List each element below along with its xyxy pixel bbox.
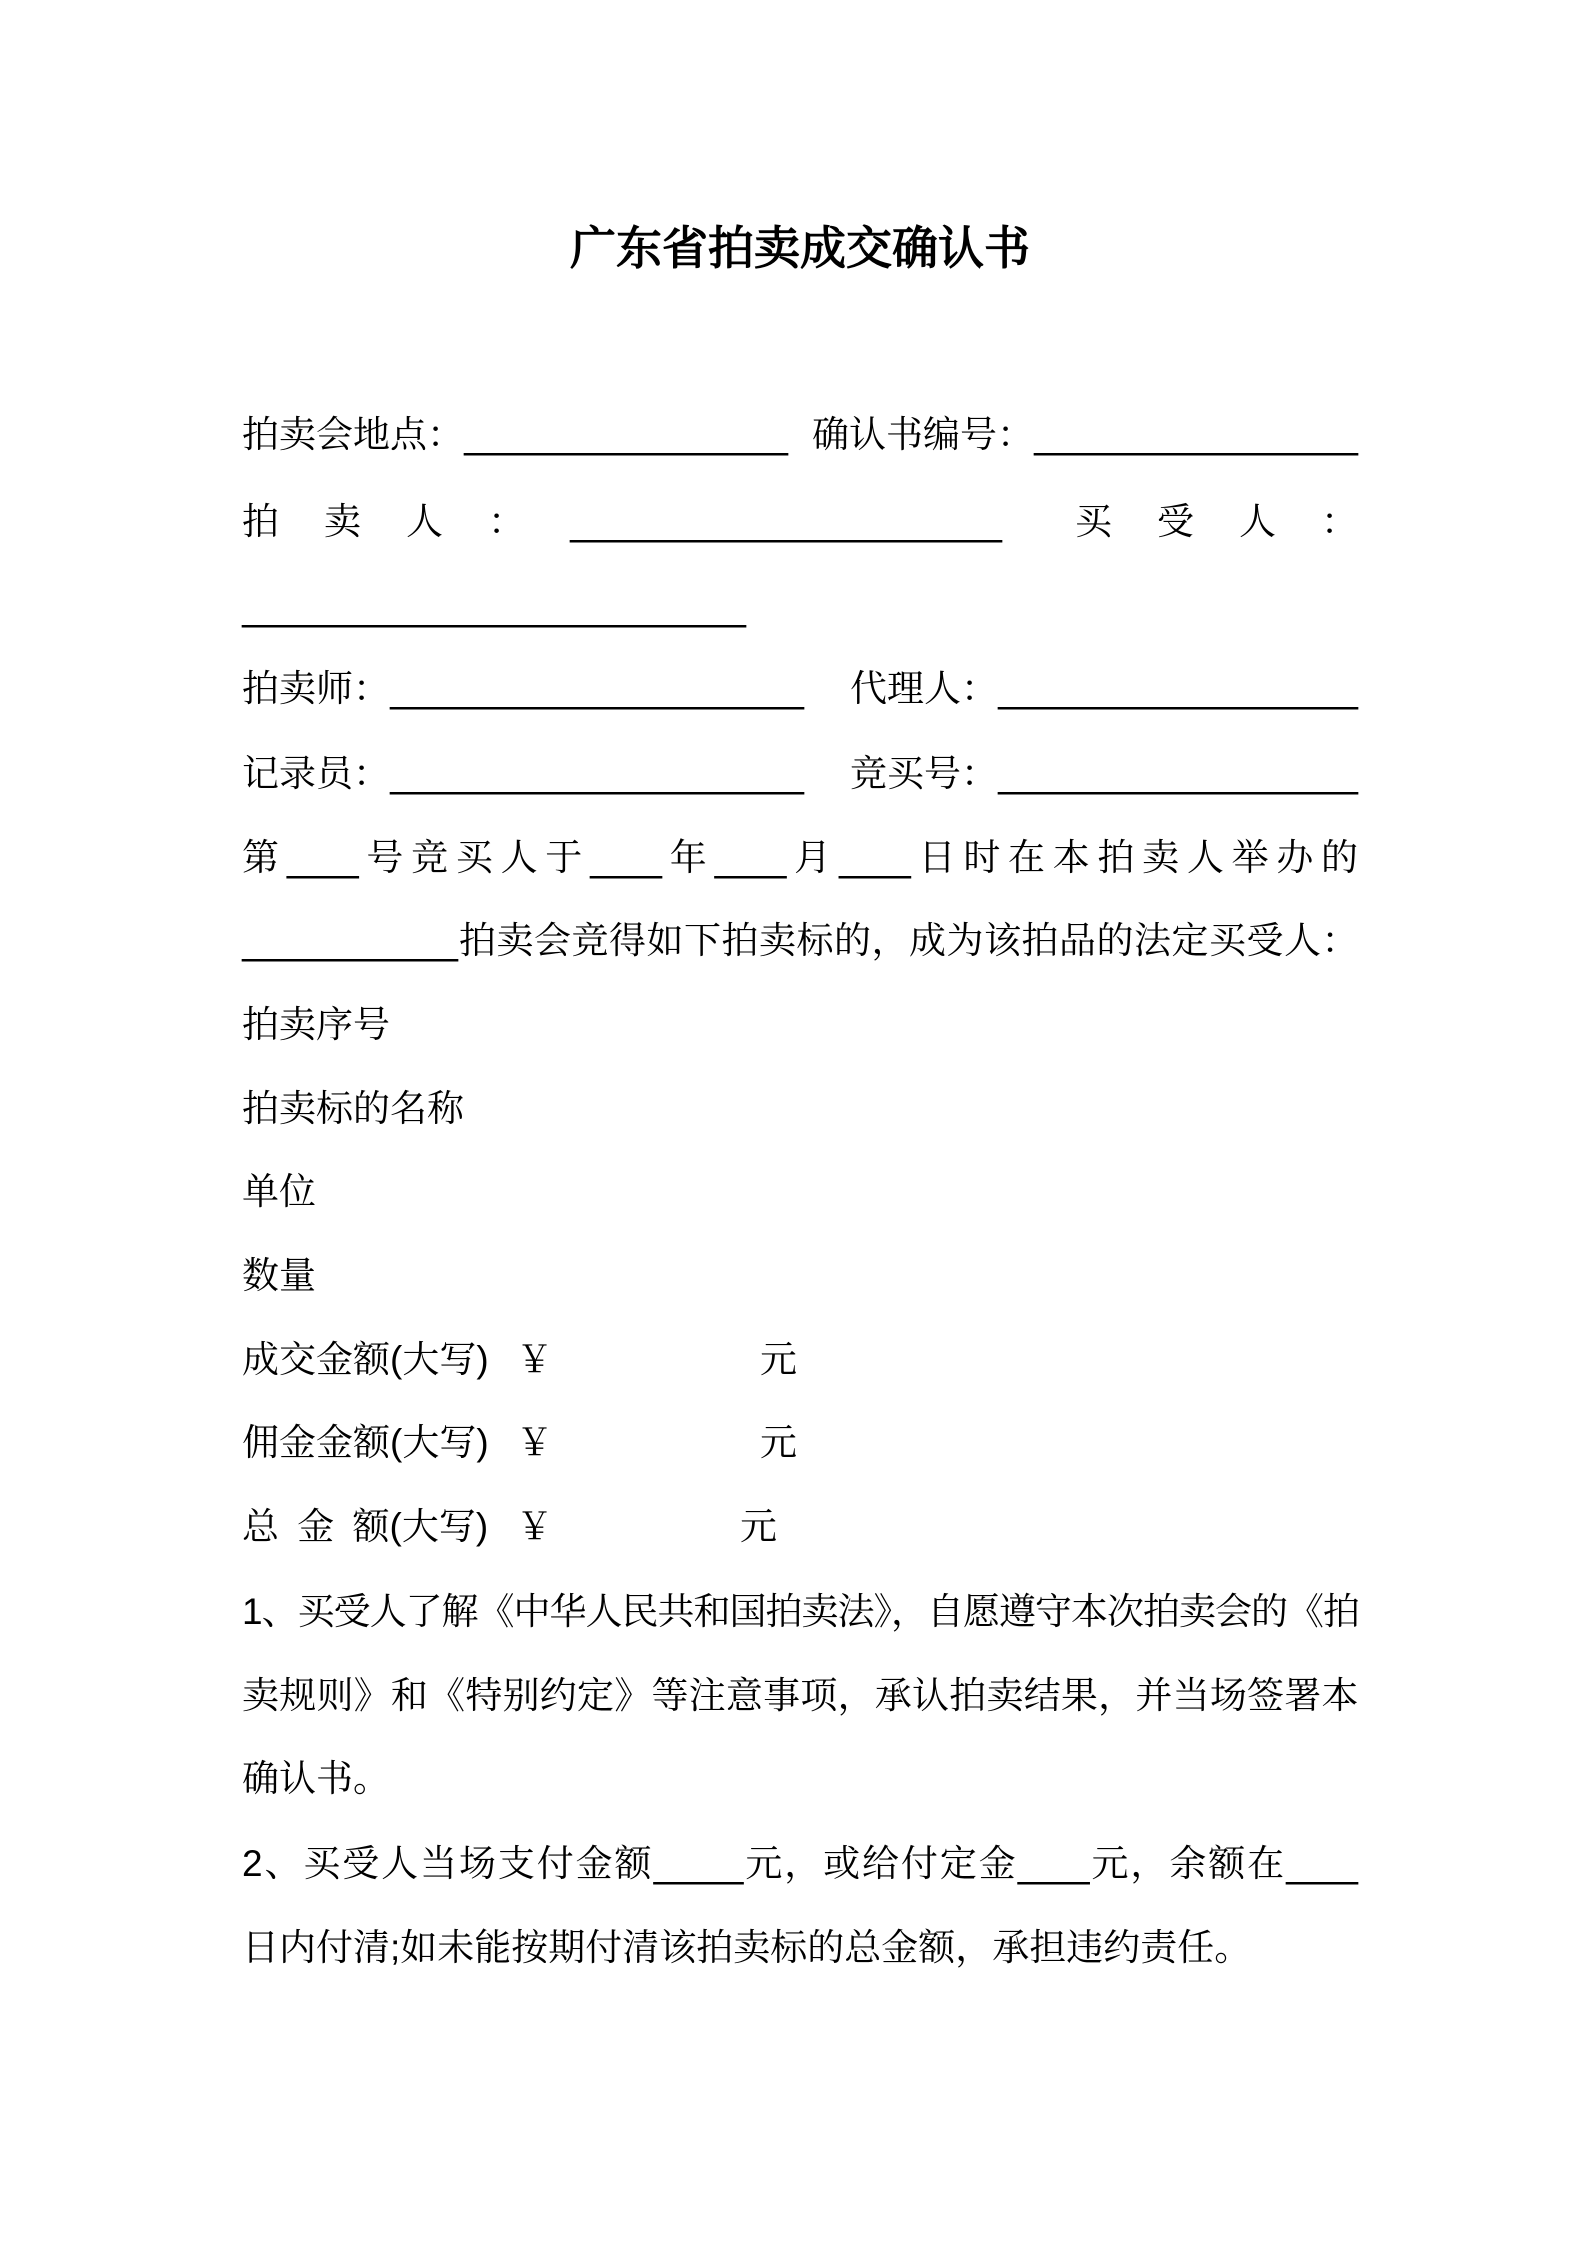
term-1-line-1: 1、买受人了解《中华人民共和国拍卖法》，自愿遵守本次拍卖会的《拍 [242,1591,1358,1632]
auctioneer-blank: _______________________ [390,669,804,710]
amount-label: 成交金额(大写) [242,1339,489,1380]
document-title: 广东省拍卖成交确认书 [570,222,1030,274]
bidder-number-blank: ____________________ [998,754,1358,795]
recorder-label: 记录员： [242,753,390,794]
currency-symbol: ￥ [516,1422,553,1463]
day-blank: ____ [838,838,911,879]
term-text: 元，或给付定金 [743,1843,1018,1884]
field-row-location-confirmation [242,405,1358,465]
month-blank: ____ [714,838,787,879]
lot-field-unit: 单位 [242,1171,316,1212]
amount-row-transaction [242,1330,1358,1390]
lot-field-number: 拍卖序号 [242,1004,390,1045]
statement-text: 第 [242,837,287,878]
auction-name-blank: ____________ [242,921,458,962]
days-blank: ____ [1286,1844,1359,1885]
auction-location-blank: __________________ [464,415,788,456]
auction-location-label: 拍卖会地点： [242,414,464,455]
buyer-blank: ____________________________ [242,587,746,628]
amount-unit: 元 [760,1422,797,1463]
buyer-label: 买受人： [1075,501,1403,542]
amount-row-total [242,1497,1358,1557]
recorder-blank: _______________________ [390,754,804,795]
statement-line-2 [242,911,1358,971]
statement-text: 年 [662,837,715,878]
field-row-recorder-bidder [242,744,1358,804]
amount-unit: 元 [760,1339,797,1380]
statement-line-1 [242,828,1358,888]
seller-blank: ________________________ [570,502,1002,543]
recorder-field [242,744,804,805]
statement-text: 日时在本拍卖人举办的 [910,837,1359,878]
agent-blank: ____________________ [998,669,1358,710]
statement-text: 拍卖会竞得如下拍卖标的，成为该拍品的法定买受人： [458,920,1358,961]
payment-amount-blank: _____ [653,1844,744,1885]
agent-field [850,659,1358,720]
auctioneer-label: 拍卖师： [242,668,390,709]
bidder-number-field [850,744,1358,805]
agent-label: 代理人： [850,668,998,709]
currency-symbol: ￥ [516,1339,553,1380]
amount-row-commission [242,1413,1358,1473]
currency-symbol: ￥ [516,1506,553,1547]
lot-field-name: 拍卖标的名称 [242,1088,464,1129]
amount-label: 总 金 额(大写) [242,1506,489,1547]
term-1-line-3: 确认书。 [242,1758,390,1799]
term-2-line-2: 日内付清;如未能按期付清该拍卖标的总金额，承担违约责任。 [242,1927,1252,1968]
amount-label: 佣金金额(大写) [242,1422,489,1463]
lot-field-quantity: 数量 [242,1255,316,1296]
auctioneer-field [242,659,804,720]
field-row-seller-buyer [242,492,1403,552]
seller-field [242,492,1002,553]
term-text: 2、买受人当场支付金额 [242,1843,654,1884]
term-2-line-1 [242,1834,1358,1894]
amount-unit: 元 [740,1506,777,1547]
auction-location-field [242,405,788,466]
confirmation-number-blank: __________________ [1034,415,1358,456]
term-1-line-2: 卖规则》和《特别约定》等注意事项，承认拍卖结果，并当场签署本 [242,1675,1358,1716]
statement-text: 号竞买人于 [358,837,591,878]
year-blank: ____ [590,838,663,879]
term-text: 元，余额在 [1089,1843,1287,1884]
deposit-blank: ____ [1017,1844,1090,1885]
bidder-number-label: 竞买号： [850,753,998,794]
statement-text: 月 [786,837,839,878]
seller-label: 拍卖人： [242,501,570,542]
confirmation-number-label: 确认书编号： [812,414,1034,455]
field-row-auctioneer-agent [242,659,1358,719]
bidder-no-blank: ____ [286,838,359,879]
confirmation-number-field [812,405,1358,466]
field-row-buyer-blank [242,577,1358,637]
